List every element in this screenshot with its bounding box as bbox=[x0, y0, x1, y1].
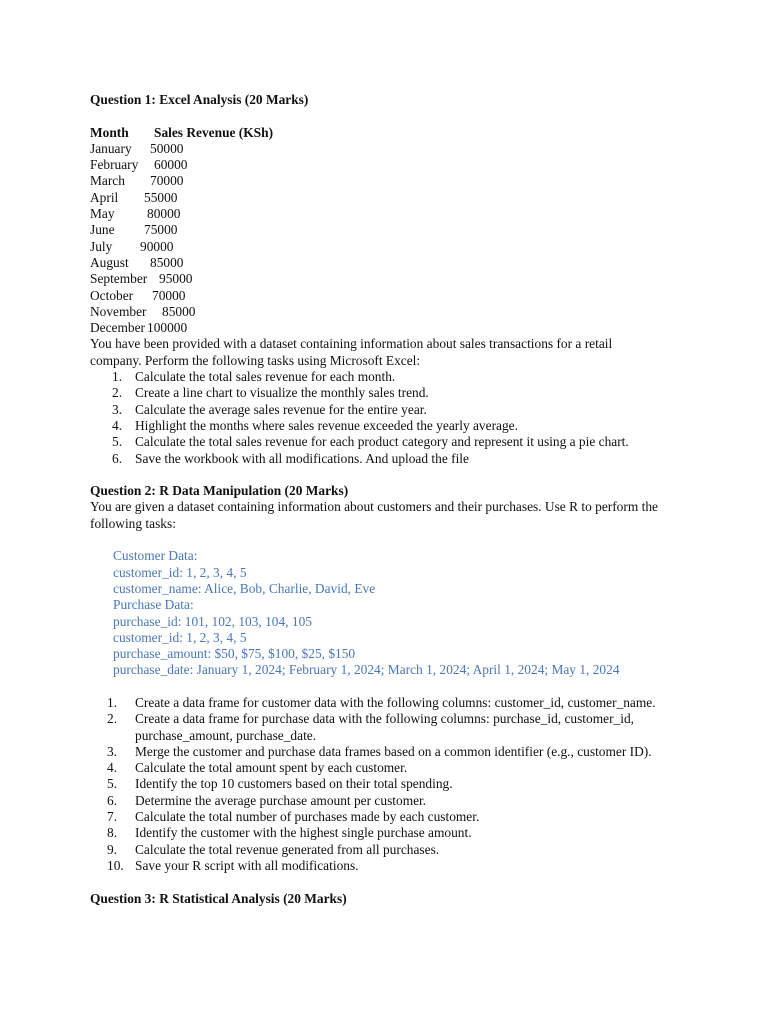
table-row bbox=[90, 173, 690, 189]
month-cell: July bbox=[90, 238, 113, 254]
list-number: 5. bbox=[112, 434, 123, 450]
list-text: Calculate the average sales revenue for the entire year. bbox=[135, 401, 427, 417]
list-number: 4. bbox=[107, 760, 118, 776]
list-number: 9. bbox=[107, 841, 118, 857]
list-number: 2. bbox=[112, 385, 123, 401]
month-cell: April bbox=[90, 189, 119, 205]
list-item bbox=[90, 402, 690, 418]
table-row bbox=[90, 190, 690, 206]
revenue-cell: 75000 bbox=[144, 222, 178, 238]
revenue-cell: 85000 bbox=[150, 254, 184, 270]
sales-table-header bbox=[90, 125, 690, 141]
list-number: 7. bbox=[107, 809, 118, 825]
data-line: purchase_amount: $50, $75, $100, $25, $150 bbox=[113, 646, 356, 662]
month-cell: February bbox=[90, 157, 139, 173]
revenue-cell: 90000 bbox=[140, 238, 174, 254]
month-cell: December bbox=[90, 320, 146, 336]
list-item bbox=[90, 434, 690, 450]
list-text: Calculate the total amount spent by each customer. bbox=[135, 760, 408, 776]
table-row bbox=[90, 157, 690, 173]
list-item bbox=[90, 842, 690, 858]
month-cell: January bbox=[90, 140, 132, 156]
month-cell: August bbox=[90, 254, 129, 270]
list-number: 3. bbox=[112, 401, 123, 417]
table-row bbox=[90, 239, 690, 255]
list-item bbox=[90, 793, 690, 809]
data-line: customer_id: 1, 2, 3, 4, 5 bbox=[113, 629, 247, 645]
revenue-cell: 70000 bbox=[150, 173, 184, 189]
list-item bbox=[90, 760, 690, 776]
q2-task-list bbox=[90, 695, 690, 874]
header-month: Month bbox=[90, 124, 129, 140]
q1-intro-line-1: You have been provided with a dataset containing information about sales transactions for a retail bbox=[90, 336, 613, 352]
q2-data-block bbox=[90, 548, 690, 678]
q1-intro-line-2: company. Perform the following tasks using Microsoft Excel: bbox=[90, 352, 421, 368]
list-item bbox=[90, 744, 690, 760]
q1-heading: Question 1: Excel Analysis (20 Marks) bbox=[90, 92, 309, 107]
list-text: Create a line chart to visualize the monthly sales trend. bbox=[135, 385, 429, 401]
revenue-cell: 100000 bbox=[147, 320, 188, 336]
list-number: 1. bbox=[107, 694, 118, 710]
q2-intro-line-2: following tasks: bbox=[90, 515, 176, 531]
list-text: Highlight the months where sales revenue exceeded the yearly average. bbox=[135, 417, 518, 433]
list-number: 5. bbox=[107, 776, 118, 792]
month-cell: September bbox=[90, 271, 148, 287]
table-row bbox=[90, 222, 690, 238]
list-text: Create a data frame for customer data with the following columns: customer_id, customer_name. bbox=[135, 694, 656, 710]
month-cell: March bbox=[90, 173, 125, 189]
list-item bbox=[90, 418, 690, 434]
data-line: customer_name: Alice, Bob, Charlie, David, Eve bbox=[113, 580, 376, 596]
list-text-continued: purchase_amount, purchase_date. bbox=[135, 727, 317, 743]
list-text: Calculate the total revenue generated from all purchases. bbox=[135, 841, 440, 857]
revenue-cell: 55000 bbox=[144, 189, 178, 205]
list-text: Calculate the total sales revenue for each product category and represent it using a pie chart. bbox=[135, 434, 629, 450]
data-line: customer_id: 1, 2, 3, 4, 5 bbox=[113, 564, 247, 580]
data-line: purchase_date: January 1, 2024; February 1, 2024; March 1, 2024; April 1, 2024; May 1, 2024 bbox=[113, 662, 620, 678]
list-number: 6. bbox=[112, 450, 123, 466]
list-item bbox=[90, 809, 690, 825]
list-item bbox=[90, 711, 690, 744]
data-line: Purchase Data: bbox=[113, 597, 194, 613]
list-number: 2. bbox=[107, 711, 118, 727]
list-item bbox=[90, 825, 690, 841]
q2-intro-line-1: You are given a dataset containing information about customers and their purchases. Use R to perform the bbox=[90, 499, 658, 515]
document-page bbox=[90, 92, 690, 907]
table-row bbox=[90, 271, 690, 287]
revenue-cell: 50000 bbox=[150, 140, 184, 156]
list-item bbox=[90, 369, 690, 385]
list-number: 10. bbox=[107, 857, 124, 873]
q3-heading: Question 3: R Statistical Analysis (20 Marks) bbox=[90, 890, 347, 906]
revenue-cell: 70000 bbox=[152, 287, 186, 303]
data-line: Customer Data: bbox=[113, 548, 198, 564]
month-cell: June bbox=[90, 222, 115, 238]
list-text: Save the workbook with all modifications. And upload the file bbox=[135, 450, 469, 466]
list-item bbox=[90, 451, 690, 467]
list-item bbox=[90, 385, 690, 401]
list-item bbox=[90, 776, 690, 792]
table-row bbox=[90, 255, 690, 271]
data-line: purchase_id: 101, 102, 103, 104, 105 bbox=[113, 613, 312, 629]
revenue-cell: 60000 bbox=[154, 157, 188, 173]
header-sales-revenue: Sales Revenue (KSh) bbox=[154, 124, 274, 140]
list-number: 4. bbox=[112, 417, 123, 433]
q2-heading: Question 2: R Data Manipulation (20 Marks) bbox=[90, 483, 349, 499]
list-text: Save your R script with all modifications. bbox=[135, 857, 359, 873]
month-cell: October bbox=[90, 287, 134, 303]
list-text: Calculate the total sales revenue for each month. bbox=[135, 369, 396, 385]
table-row bbox=[90, 304, 690, 320]
list-number: 1. bbox=[112, 369, 123, 385]
revenue-cell: 85000 bbox=[162, 303, 196, 319]
list-number: 8. bbox=[107, 825, 118, 841]
month-cell: May bbox=[90, 206, 115, 222]
table-row bbox=[90, 320, 690, 336]
list-text: Identify the customer with the highest single purchase amount. bbox=[135, 825, 472, 841]
list-number: 6. bbox=[107, 792, 118, 808]
list-text: Create a data frame for purchase data with the following columns: purchase_id, customer_id, bbox=[135, 711, 635, 727]
list-text: Determine the average purchase amount per customer. bbox=[135, 792, 427, 808]
revenue-cell: 80000 bbox=[147, 206, 181, 222]
table-row bbox=[90, 206, 690, 222]
table-row bbox=[90, 141, 690, 157]
table-row bbox=[90, 288, 690, 304]
list-text: Merge the customer and purchase data frames based on a common identifier (e.g., customer ID). bbox=[135, 743, 652, 759]
sales-table bbox=[90, 125, 690, 337]
list-text: Identify the top 10 customers based on their total spending. bbox=[135, 776, 453, 792]
list-item bbox=[90, 695, 690, 711]
month-cell: November bbox=[90, 303, 147, 319]
list-item bbox=[90, 858, 690, 874]
list-number: 3. bbox=[107, 743, 118, 759]
revenue-cell: 95000 bbox=[159, 271, 193, 287]
q1-task-list bbox=[90, 369, 690, 467]
list-text: Calculate the total number of purchases made by each customer. bbox=[135, 809, 480, 825]
